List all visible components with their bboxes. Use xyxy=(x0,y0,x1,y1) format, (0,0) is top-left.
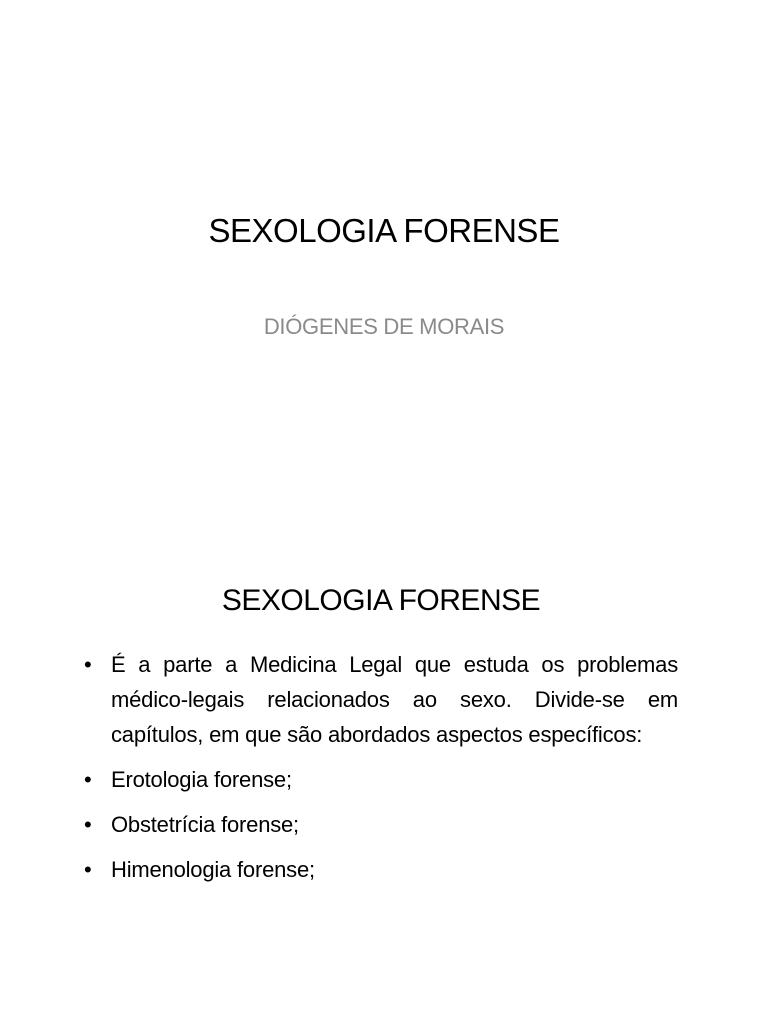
bullet-text: Himenologia forense; xyxy=(111,857,315,882)
list-item xyxy=(84,647,678,752)
bullet-icon: • xyxy=(84,652,92,677)
bullet-list xyxy=(84,647,678,897)
slide-title: SEXOLOGIA FORENSE xyxy=(208,212,560,249)
bullet-text: É a parte a Medicina Legal que estuda os problemas médico-legais relacionados ao sexo. Divide-se em capítulos, em que são abordados aspectos específicos: xyxy=(111,652,678,747)
list-item xyxy=(84,852,678,887)
list-item xyxy=(84,807,678,842)
bullet-text: Erotologia forense; xyxy=(111,767,292,792)
list-item xyxy=(84,762,678,797)
bullet-text: Obstetrícia forense; xyxy=(111,812,299,837)
content-slide xyxy=(0,512,768,1024)
bullet-icon: • xyxy=(84,812,92,837)
bullet-icon: • xyxy=(84,767,92,792)
bullet-icon: • xyxy=(84,857,92,882)
slide-subtitle-author: DIÓGENES DE MORAIS xyxy=(263,314,505,339)
slide-title: SEXOLOGIA FORENSE xyxy=(221,584,541,617)
